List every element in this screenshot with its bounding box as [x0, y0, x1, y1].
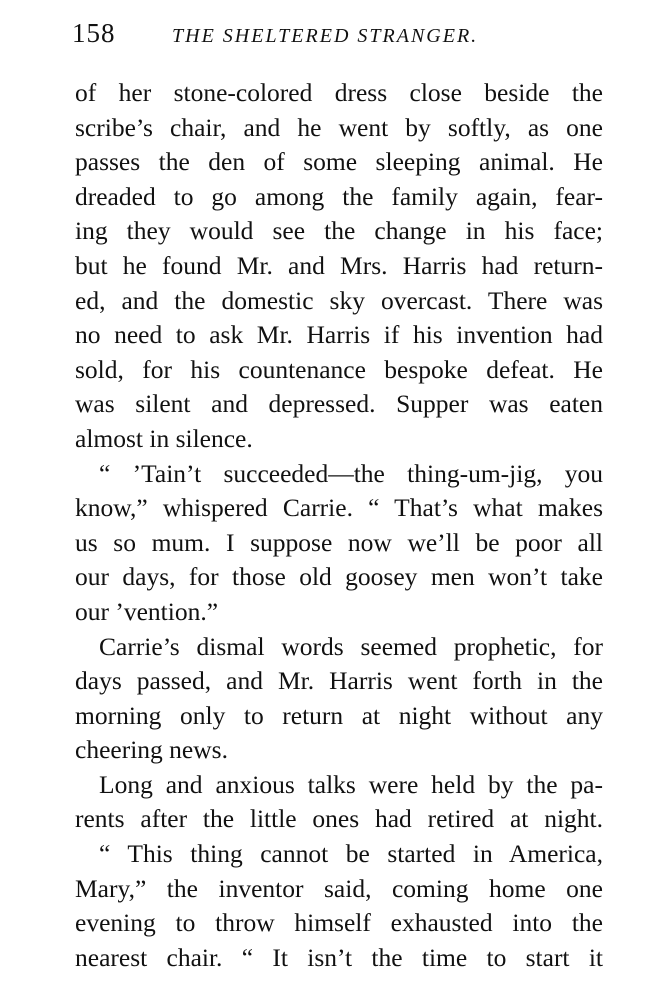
text-line: “ This thing cannot be started in America, — [99, 839, 603, 869]
text-line: of her stone-colored dress close beside the — [75, 78, 603, 107]
text-line: know,” whispered Carrie. “ That’s what makes — [75, 493, 603, 523]
text-line: ing they would see the change in his face; — [75, 216, 603, 246]
text-line: Carrie’s dismal words seemed prophetic, for — [99, 631, 603, 661]
text-line: rents after the little ones had retired at night. — [75, 804, 603, 834]
body-text — [75, 76, 603, 975]
running-head — [72, 18, 607, 54]
text-line: our days, for those old goosey men won’t take — [75, 562, 603, 592]
text-line: nearest chair. “ It isn’t the time to start it — [75, 942, 603, 972]
text-line: days passed, and Mr. Harris went forth in the — [75, 666, 603, 696]
text-line: us so mum. I suppose now we’ll be poor all — [75, 527, 603, 557]
page-number: 158 — [72, 18, 116, 48]
text-line: dreaded to go among the family again, fear- — [75, 181, 603, 211]
text-line: Mary,” the inventor said, coming home one — [75, 873, 603, 903]
text-line: scribe’s chair, and he went by softly, as one — [75, 112, 603, 142]
running-title: THE SHELTERED STRANGER. — [172, 25, 479, 47]
text-line: our ’vention.” — [75, 596, 219, 626]
text-line: passes the den of some sleeping animal. He — [75, 147, 603, 177]
text-line: cheering news. — [75, 735, 228, 765]
text-line: was silent and depressed. Supper was eaten — [75, 389, 603, 419]
text-line: no need to ask Mr. Harris if his invention had — [75, 320, 603, 350]
text-line: Long and anxious talks were held by the pa- — [99, 769, 603, 799]
text-line: morning only to return at night without any — [75, 700, 603, 730]
text-line: but he found Mr. and Mrs. Harris had return- — [75, 250, 603, 280]
text-line: sold, for his countenance bespoke defeat. He — [75, 354, 603, 384]
text-line: “ ’Tain’t succeeded—the thing-um-jig, you — [99, 458, 603, 488]
text-line: almost in silence. — [75, 423, 253, 453]
text-line: evening to throw himself exhausted into the — [75, 908, 603, 938]
text-line: ed, and the domestic sky overcast. There was — [75, 285, 603, 315]
